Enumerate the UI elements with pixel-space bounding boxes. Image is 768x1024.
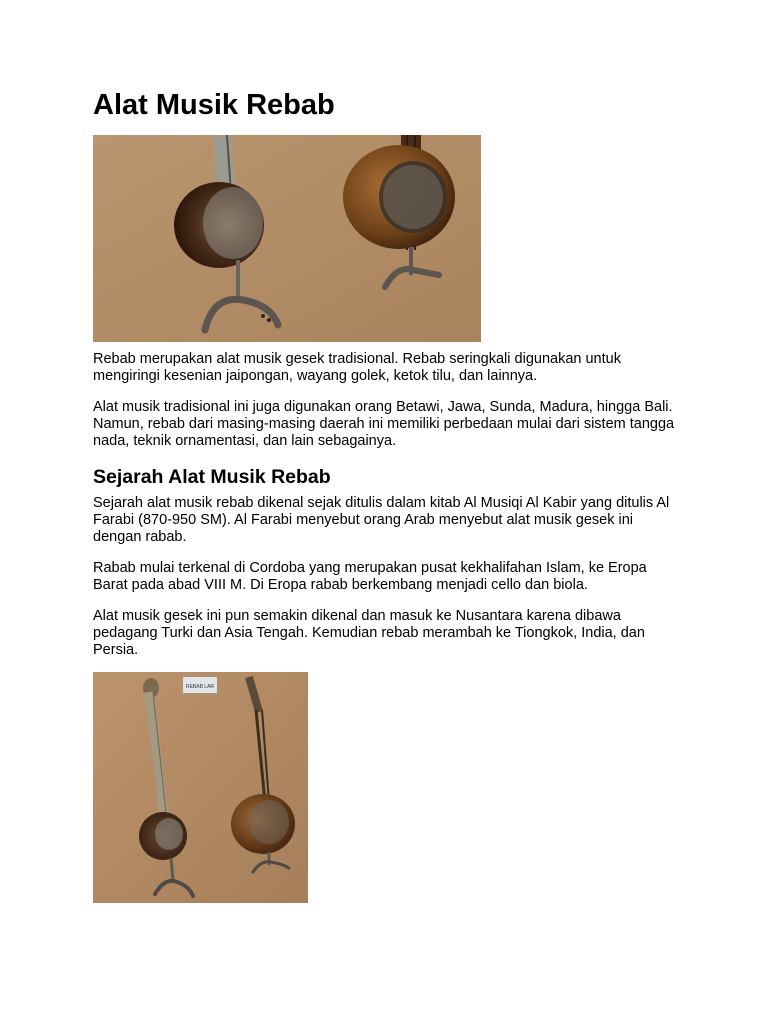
- page-title: Alat Musik Rebab: [93, 89, 335, 121]
- rebab-photo-1: [93, 135, 481, 342]
- section-heading: Sejarah Alat Musik Rebab: [93, 466, 331, 488]
- history-paragraph-2: Rabab mulai terkenal di Cordoba yang merupakan pusat kekhalifahan Islam, ke Eropa Barat pada abad VIII M. Di Eropa rabab berkembang menjadi cello dan biola.: [93, 560, 647, 593]
- intro-paragraph-1: Rebab merupakan alat musik gesek tradisional. Rebab seringkali digunakan untuk mengiringi kesenian jaipongan, wayang golek, ketok tilu, dan lainnya.: [93, 351, 621, 384]
- rebab-photo-2: [93, 672, 308, 903]
- history-paragraph-3: Alat musik gesek ini pun semakin dikenal dan masuk ke Nusantara karena dibawa pedagang Turki dan Asia Tengah. Kemudian rebab merambah ke Tiongkok, India, dan Persia.: [93, 608, 645, 658]
- history-paragraph-1: Sejarah alat musik rebab dikenal sejak ditulis dalam kitab Al Musiqi Al Kabir yang ditulis Al Farabi (870-950 SM). Al Farabi menyebut orang Arab menyebut alat musik gesek ini dengan rabab.: [93, 495, 670, 545]
- photo-label: REBAB LAR: [185, 684, 215, 690]
- intro-paragraph-2: Alat musik tradisional ini juga digunakan orang Betawi, Jawa, Sunda, Madura, hingga Bali. Namun, rebab dari masing-masing daerah ini memiliki perbedaan mulai dari sistem tangga nada, teknik ornamentasi, dan lain sebagainya.: [93, 399, 675, 449]
